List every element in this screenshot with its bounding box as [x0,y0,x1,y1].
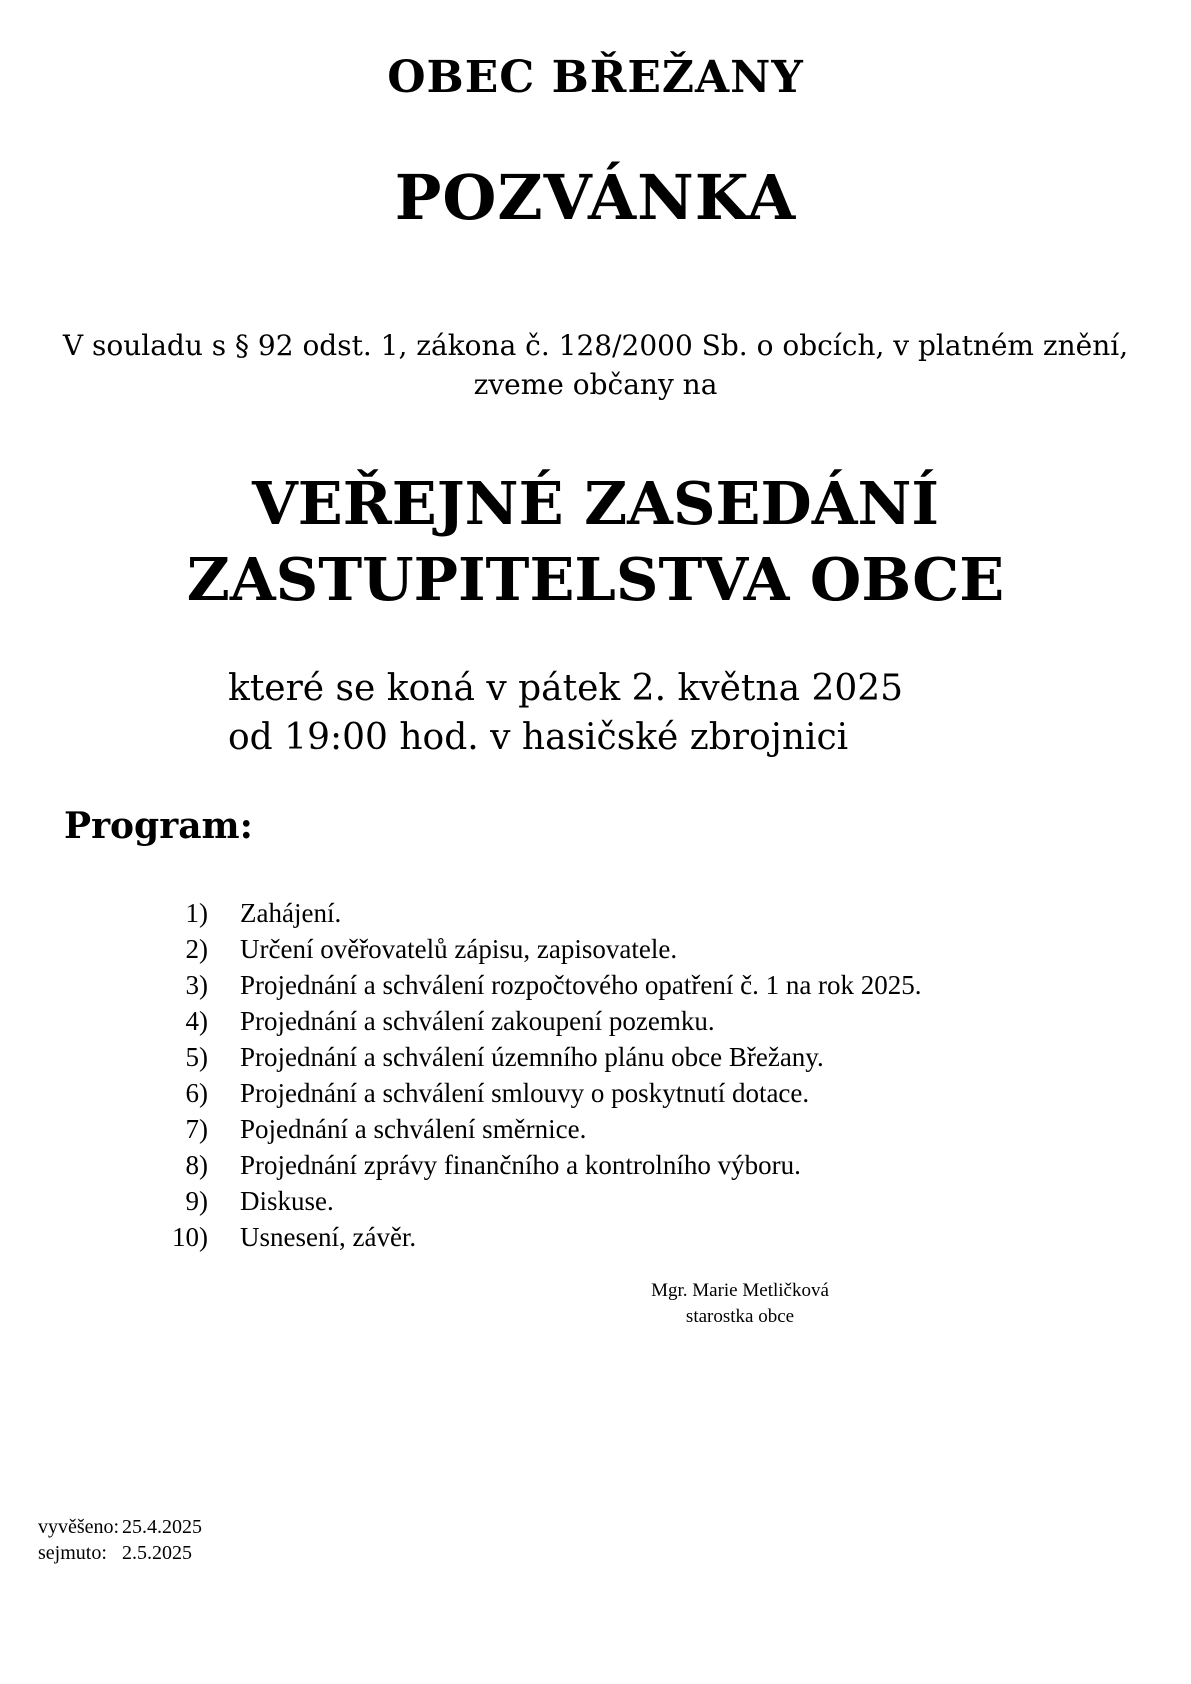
intro-line-1: V souladu s § 92 odst. 1, zákona č. 128/2000 Sb. o obcích, v platném znění, [62,329,1129,362]
item-number: 3) [185,969,208,1000]
item-text: Projednání zprávy finančního a kontrolního výboru. [240,1149,801,1180]
meeting-title [0,466,1191,617]
municipality-name: OBEC BŘEŽANY [387,52,804,103]
program-item [162,1039,1191,1075]
removed-row [38,1540,202,1566]
meeting-title-line-2: ZASTUPITELSTVA OBCE [186,544,1005,614]
item-text: Projednání a schválení smlouvy o poskytnutí dotace. [240,1077,810,1108]
meeting-date: které se koná v pátek 2. května 2025 [228,668,904,710]
item-text: Usnesení, závěr. [240,1221,417,1252]
meeting-datetime [228,665,1191,762]
program-item [162,1147,1191,1183]
item-number: 5) [185,1041,208,1072]
program-heading: Program: [64,804,253,847]
program-item [162,1075,1191,1111]
item-number: 7) [185,1113,208,1144]
meeting-title-line-1: VEŘEJNÉ ZASEDÁNÍ [252,469,939,539]
item-number: 8) [185,1149,208,1180]
program-item [162,1003,1191,1039]
item-number: 9) [185,1185,208,1216]
program-item [162,1219,1191,1255]
program-item [162,1111,1191,1147]
item-number: 6) [185,1077,208,1108]
document-title: POZVÁNKA [394,161,797,234]
signature-role: starostka obce [685,1305,795,1327]
intro-line-2: zveme občany na [473,368,718,402]
item-number: 2) [185,933,208,964]
item-text: Pojednání a schválení směrnice. [240,1113,587,1144]
posted-row [38,1514,202,1540]
removed-date: 2.5.2025 [122,1542,192,1564]
removed-label: sejmuto: [38,1542,107,1564]
program-item [162,967,1191,1003]
meeting-time-place: od 19:00 hod. v hasičské zbrojnici [228,717,849,758]
item-number: 4) [185,1005,208,1036]
signature-name: Mgr. Marie Metličková [651,1280,829,1301]
program-list [162,895,1191,1255]
posting-dates [38,1514,202,1566]
item-text: Projednání a schválení rozpočtového opatření č. 1 na rok 2025. [240,969,922,1000]
item-text: Projednání a schválení zakoupení pozemku. [240,1005,715,1036]
item-number: 10) [172,1221,208,1252]
posted-date: 25.4.2025 [122,1516,202,1538]
item-text: Zahájení. [240,897,342,928]
program-item [162,931,1191,967]
posted-label: vyvěšeno: [38,1516,120,1538]
item-text: Určení ověřovatelů zápisu, zapisovatele. [240,933,678,964]
signature-block [610,1278,870,1329]
item-number: 1) [185,897,208,928]
intro-paragraph [0,326,1191,404]
item-text: Diskuse. [240,1185,334,1216]
program-item [162,1183,1191,1219]
item-text: Projednání a schválení územního plánu obce Břežany. [240,1041,824,1072]
program-item [162,895,1191,931]
